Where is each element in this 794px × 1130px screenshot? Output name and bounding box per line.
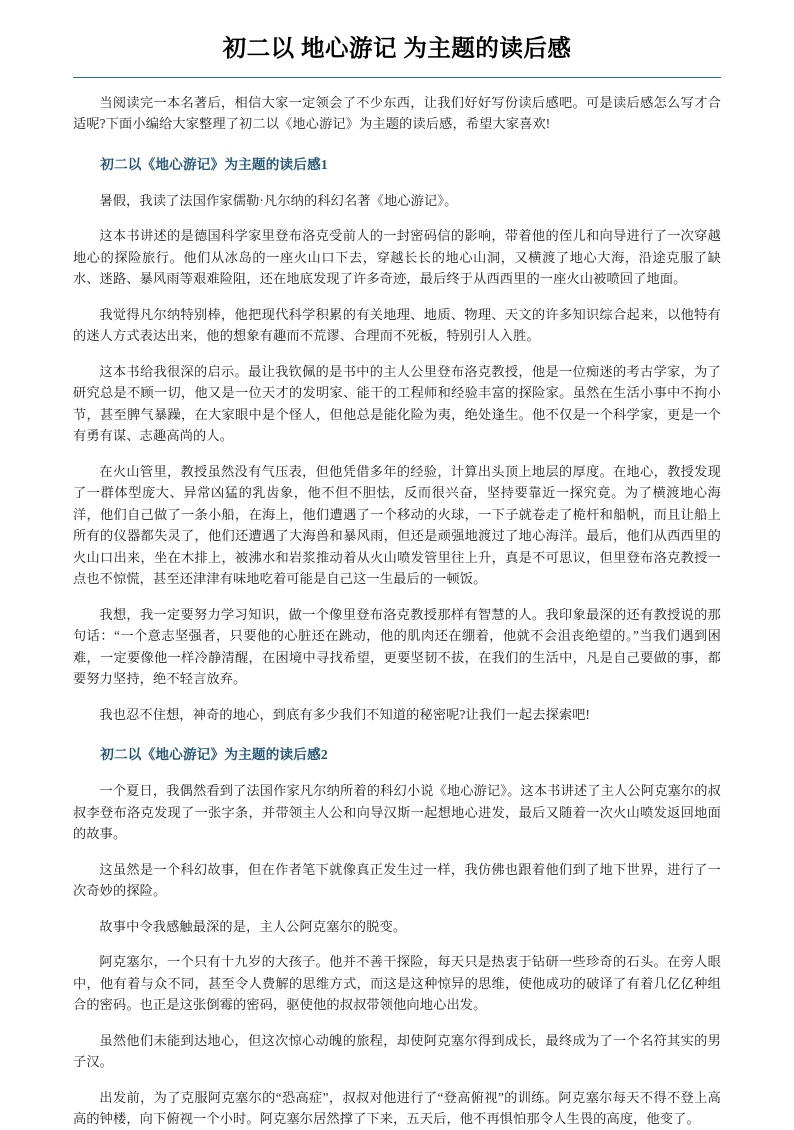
section-2-paragraph-6: 出发前，为了克服阿克塞尔的“恐高症”，叔叔对他进行了“登高俯视”的训练。阿克塞尔每天不得不登上高高的钟楼，向下俯视一个小时。阿克塞尔居然撑了下来，五天后，他不再惧怕那令人生畏的高度，他变了。 bbox=[73, 1089, 721, 1127]
section-2-paragraph-1: 一个夏日，我偶然看到了法国作家凡尔纳所着的科幻小说《地心游记》。这本书讲述了主人公阿克塞尔的叔叔李登布洛克发现了一张字条，并带领主人公和向导汉斯一起想地心进发，最后又随着一次火山喷发返回地面的故事。 bbox=[73, 783, 721, 842]
page-title: 初二以 地心游记 为主题的读后感 bbox=[222, 36, 572, 62]
section-1-paragraph-4: 这本书给我很深的启示。最让我钦佩的是书中的主人公里登布洛克教授，他是一位痴迷的考古学家，为了研究总是不顾一切，他又是一位天才的发明家、能干的工程师和经验丰富的探险家。虽然在生活小事中不拘小节，甚至脾气暴躁，在大家眼中是个怪人，但他总是能化险为夷，绝处逢生。他不仅是一个科学家，更是一个有勇有谋、志趣高尚的人。 bbox=[73, 363, 721, 444]
section-1-paragraph-7: 我也忍不住想，神奇的地心，到底有多少我们不知道的秘密呢?让我们一起去探索吧! bbox=[99, 706, 591, 722]
section-1-paragraph-2: 这本书讲述的是德国科学家里登布洛克受前人的一封密码信的影响，带着他的侄儿和向导进行了一次穿越地心的探险旅行。他们从冰岛的一座火山口下去，穿越长长的地心山洞，又横渡了地心大海，沿途克服了缺水、迷路、暴风雨等艰难险阻，还在地底发现了许多奇迹，最后终于从西西里的一座火山被喷回了地面。 bbox=[73, 228, 721, 287]
section-2-paragraph-5: 虽然他们未能到达地心，但这次惊心动魄的旅程，却使阿克塞尔得到成长，最终成为了一个名符其实的男子汉。 bbox=[73, 1032, 721, 1070]
section-2-paragraph-4: 阿克塞尔，一个只有十九岁的大孩子。他并不善干探险，每天只是热衷于钻研一些珍奇的石头。在旁人眼中，他有着与众不同，甚至令人费解的思维方式，而这是这种惊异的思维，使他成功的破译了有着几亿亿种组合的密码。也正是这张倒霉的密码，驱使他的叔叔带领他向地心出发。 bbox=[73, 954, 721, 1013]
section-2-paragraph-2: 这虽然是一个科幻故事，但在作者笔下就像真正发生过一样，我仿佛也跟着他们到了地下世界，进行了一次奇妙的探险。 bbox=[73, 861, 721, 899]
section-1-paragraph-1: 暑假，我读了法国作家儒勒·凡尔纳的科幻名著《地心游记》。 bbox=[99, 192, 458, 208]
section-2-paragraph-3: 故事中令我感触最深的是，主人公阿克塞尔的脱变。 bbox=[99, 918, 407, 934]
section-2 bbox=[73, 745, 721, 1130]
section-1-paragraph-5: 在火山管里，教授虽然没有气压表，但他凭借多年的经验，计算出头顶上地层的厚度。在地心，教授发现了一群体型庞大、异常凶猛的乳齿象，他不但不胆怯，反而很兴奋，坚持要靠近一探究竟。为了横渡地心海洋，他们自己做了一条小船，在海上，他们遭遇了一个移动的火球，一下子就卷走了桅杆和船帆，而且让船上所有的仪器都失灵了，他们还遭遇了大海兽和暴风雨，但还是顽强地渡过了地心海洋。最后，他们从西西里的火山口出来，坐在木排上，被沸水和岩浆推动着从火山喷发管里往上升，真是不可思议，但里登布洛克教授一点也不惊慌，甚至还津津有味地吃着可能是自己这一生最后的一顿饭。 bbox=[73, 463, 721, 587]
section-1-paragraph-3: 我觉得凡尔纳特别棒，他把现代科学积累的有关地理、地质、物理、天文的许多知识综合起来，以他特有的迷人方式表达出来，他的想象有趣而不荒谬、合理而不死板，特别引人入胜。 bbox=[73, 306, 721, 344]
section-1 bbox=[73, 155, 721, 726]
title-divider bbox=[73, 77, 721, 78]
intro-paragraph: 当阅读完一本名著后，相信大家一定领会了不少东西，让我们好好写份读后感吧。可是读后感怎么写才合适呢?下面小编给大家整理了初二以《地心游记》为主题的读后感，希望大家喜欢! bbox=[73, 94, 721, 132]
section-heading-2: 初二以《地心游记》为主题的读后感2 bbox=[100, 747, 328, 763]
section-heading-1: 初二以《地心游记》为主题的读后感1 bbox=[100, 156, 328, 172]
intro-block bbox=[73, 92, 721, 135]
section-1-paragraph-6: 我想，我一定要努力学习知识，做一个像里登布洛克教授那样有智慧的人。我印象最深的还有教授说的那句话：“一个意志坚强者，只要他的心脏还在跳动，他的肌肉还在绷着，他就不会沮丧绝望的。”当我们遇到困难，一定要像他一样冷静清醒，在困境中寻找希望，更要坚韧不拔，在我们的生活中，凡是自己要做的事，都要努力坚持，绝不轻言放弃。 bbox=[73, 606, 721, 687]
